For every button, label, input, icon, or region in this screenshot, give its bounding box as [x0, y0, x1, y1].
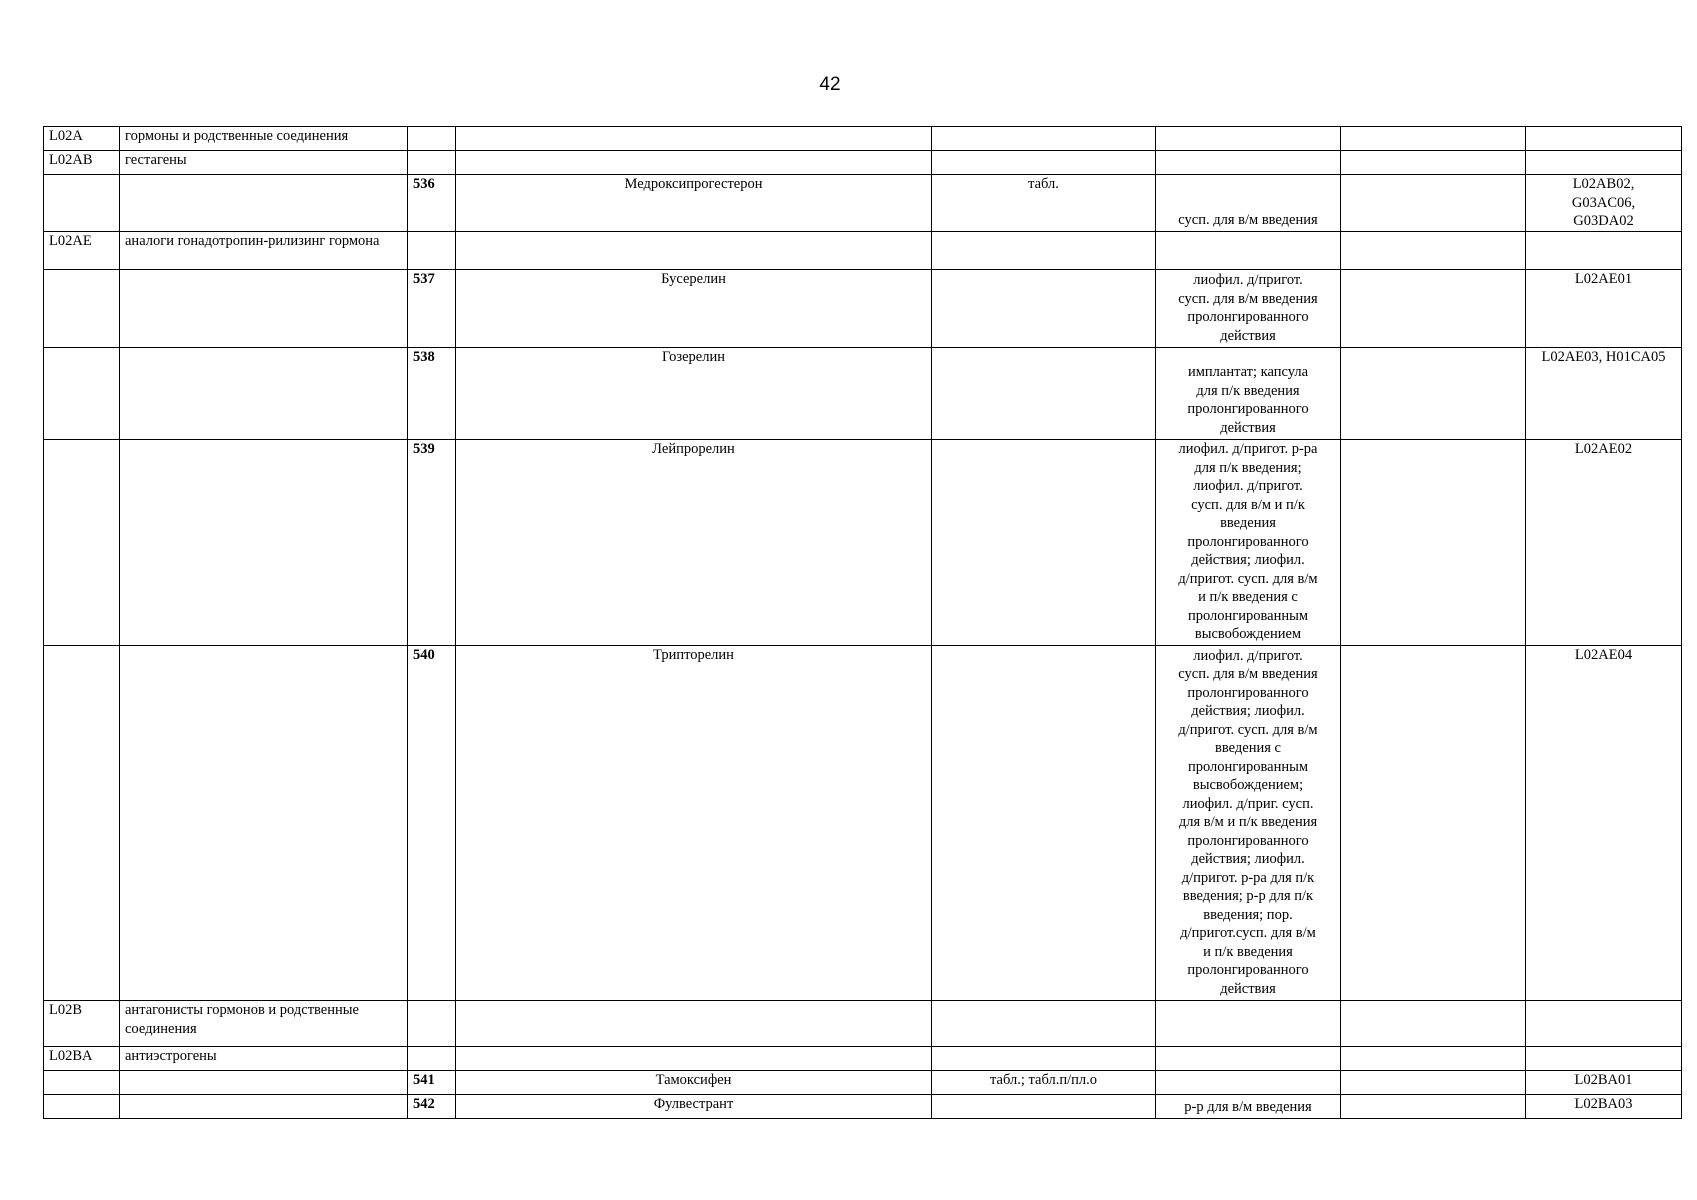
atc-group-name: антагонисты гормонов и родственные соединения: [120, 1001, 408, 1047]
dosage-form-line: действия; лиофил.: [1191, 851, 1305, 867]
atc-code-line: L02BA01: [1574, 1072, 1633, 1088]
drug-row: [44, 1071, 1682, 1095]
empty-cell: [120, 175, 408, 232]
row-number: 540: [408, 646, 456, 1001]
dosage-form-line: действия; лиофил.: [1191, 552, 1305, 568]
atc-code-line: L02BA03: [1574, 1096, 1633, 1112]
row-number: 537: [408, 270, 456, 348]
atc-group-name: аналоги гонадотропин-рилизинг гормона: [120, 232, 408, 270]
dosage-form-primary: [932, 270, 1156, 348]
dosage-form-primary: [932, 348, 1156, 440]
dosage-form-line: сусп. для в/м введения: [1178, 290, 1318, 307]
dosage-form-line: и п/к введения: [1203, 943, 1293, 960]
empty-cell: [456, 127, 932, 151]
atc-code-line: L02AB02,: [1572, 176, 1635, 192]
empty-cell: [1526, 1047, 1682, 1071]
dosage-form-line: д/пригот. сусп. для в/м: [1178, 721, 1318, 738]
dosage-form-line: имплантат; капсула: [1187, 364, 1309, 380]
empty-cell: [1341, 440, 1526, 646]
row-number: 541: [408, 1071, 456, 1095]
empty-cell: [1526, 127, 1682, 151]
empty-cell: [1156, 127, 1341, 151]
drug-name: Бусерелин: [456, 270, 932, 348]
drug-name: Фулвестрант: [456, 1095, 932, 1119]
group-row: [44, 1001, 1682, 1047]
empty-cell: [456, 151, 932, 175]
drug-row: [44, 646, 1682, 1001]
dosage-form-line: пролонгированного: [1187, 832, 1309, 849]
dosage-form-line: лиофил. д/приг. сусп.: [1182, 795, 1314, 812]
dosage-form-line: пролонгированного: [1187, 401, 1309, 417]
empty-cell: [44, 1095, 120, 1119]
empty-cell: [408, 1047, 456, 1071]
empty-cell: [1156, 151, 1341, 175]
empty-cell: [932, 232, 1156, 270]
atc-group-name: антиэстрогены: [120, 1047, 408, 1071]
empty-cell: [1156, 1001, 1341, 1047]
empty-cell: [44, 1071, 120, 1095]
empty-cell: [1341, 175, 1526, 232]
dosage-form-line: лиофил. д/пригот. р-ра: [1178, 441, 1318, 457]
dosage-form-line: сусп. для в/м и п/к: [1191, 496, 1305, 513]
atc-code-line: G03DA02: [1573, 213, 1634, 229]
atc-code: [1526, 1095, 1682, 1119]
empty-cell: [408, 232, 456, 270]
empty-cell: [932, 127, 1156, 151]
row-number: 539: [408, 440, 456, 646]
atc-group-code: L02BA: [44, 1047, 120, 1071]
drug-name: Лейпрорелин: [456, 440, 932, 646]
dosage-form-line: для в/м и п/к введения: [1178, 814, 1318, 830]
atc-code: [1526, 1071, 1682, 1095]
dosage-form-line: д/пригот. р-ра для п/к: [1181, 869, 1315, 886]
dosage-form-line: р-р для в/м введения: [1184, 1098, 1312, 1115]
dosage-form-line: для п/к введения;: [1194, 459, 1302, 476]
dosage-form-primary: табл.; табл.п/пл.о: [932, 1071, 1156, 1095]
dosage-form-secondary: [1156, 348, 1341, 440]
empty-cell: [1526, 1001, 1682, 1047]
dosage-form-line: действия; лиофил.: [1191, 703, 1305, 719]
empty-cell: [1341, 1047, 1526, 1071]
atc-group-code: L02A: [44, 127, 120, 151]
group-row: [44, 127, 1682, 151]
empty-cell: [932, 1001, 1156, 1047]
dosage-form-line: пролонгированного: [1187, 962, 1309, 978]
empty-cell: [456, 1047, 932, 1071]
table-body: [44, 127, 1682, 1119]
empty-cell: [932, 1047, 1156, 1071]
dosage-form-secondary: [1156, 175, 1341, 232]
empty-cell: [1341, 232, 1526, 270]
atc-code-line: L02AE01: [1574, 271, 1633, 287]
empty-cell: [408, 1001, 456, 1047]
dosage-form-primary: [932, 1095, 1156, 1119]
empty-cell: [1526, 151, 1682, 175]
dosage-form-line: действия: [1220, 980, 1276, 997]
atc-code-line: G03AC06,: [1571, 194, 1636, 211]
empty-cell: [120, 1095, 408, 1119]
atc-code: [1526, 440, 1682, 646]
empty-cell: [408, 127, 456, 151]
atc-code: [1526, 175, 1682, 232]
group-row: [44, 232, 1682, 270]
empty-cell: [120, 348, 408, 440]
dosage-form-line: высвобождением: [1194, 626, 1302, 642]
dosage-form-line: пролонгированным: [1187, 607, 1309, 624]
dosage-form-line: введения; пор.: [1203, 906, 1293, 923]
dosage-form-line: д/пригот. сусп. для в/м: [1178, 570, 1318, 587]
empty-cell: [1341, 646, 1526, 1001]
empty-cell: [1156, 232, 1341, 270]
atc-group-code: L02B: [44, 1001, 120, 1047]
dosage-form-line: лиофил. д/пригот.: [1193, 272, 1303, 288]
dosage-form-line: пролонгированного: [1187, 533, 1309, 550]
empty-cell: [1156, 1047, 1341, 1071]
dosage-form-secondary: [1156, 440, 1341, 646]
atc-group-name: гормоны и родственные соединения: [120, 127, 408, 151]
atc-group-name: гестагены: [120, 151, 408, 175]
drug-row: [44, 440, 1682, 646]
drug-row: [44, 348, 1682, 440]
dosage-form-line: лиофил. д/пригот.: [1193, 478, 1303, 494]
dosage-form-line: введения: [1220, 515, 1276, 531]
drug-name: Гозерелин: [456, 348, 932, 440]
dosage-form-secondary: [1156, 1071, 1341, 1095]
dosage-form-line: высвобождением;: [1192, 777, 1304, 793]
drug-row: [44, 1095, 1682, 1119]
atc-code-line: L02AE04: [1574, 647, 1633, 663]
empty-cell: [1341, 127, 1526, 151]
empty-cell: [44, 270, 120, 348]
empty-cell: [1341, 1001, 1526, 1047]
dosage-form-line: пролонгированного: [1187, 684, 1309, 701]
dosage-form-primary: табл.: [932, 175, 1156, 232]
empty-cell: [44, 175, 120, 232]
empty-cell: [1341, 151, 1526, 175]
dosage-form-line: введения; р-р для п/к: [1182, 888, 1314, 904]
empty-cell: [1341, 270, 1526, 348]
dosage-form-secondary: [1156, 646, 1341, 1001]
empty-cell: [932, 151, 1156, 175]
dosage-form-line: д/пригот.сусп. для в/м: [1180, 925, 1316, 941]
dosage-form-line: лиофил. д/пригот.: [1193, 647, 1303, 664]
dosage-form-line: пролонгированного: [1187, 309, 1309, 325]
empty-cell: [1341, 348, 1526, 440]
row-number: 538: [408, 348, 456, 440]
empty-cell: [1341, 1095, 1526, 1119]
empty-cell: [44, 348, 120, 440]
atc-group-code: L02AB: [44, 151, 120, 175]
drug-name: Медроксипрогестерон: [456, 175, 932, 232]
empty-cell: [44, 440, 120, 646]
dosage-form-line: действия: [1220, 327, 1276, 344]
row-number: 536: [408, 175, 456, 232]
dosage-form-line: сусп. для в/м введения: [1178, 666, 1318, 682]
dosage-form-secondary: [1156, 1095, 1341, 1119]
empty-cell: [44, 646, 120, 1001]
drug-row: [44, 175, 1682, 232]
empty-cell: [456, 1001, 932, 1047]
dosage-form-line: для п/к введения: [1196, 382, 1300, 399]
empty-cell: [1526, 232, 1682, 270]
atc-code-line: L02AE02: [1574, 441, 1633, 457]
atc-code-line: L02AE03, H01CA05: [1541, 349, 1666, 365]
dosage-form-primary: [932, 440, 1156, 646]
dosage-form-line: введения с: [1215, 740, 1281, 756]
dosage-form-primary: [932, 646, 1156, 1001]
empty-cell: [120, 270, 408, 348]
empty-cell: [120, 1071, 408, 1095]
empty-cell: [120, 440, 408, 646]
dosage-form-secondary: [1156, 270, 1341, 348]
drug-name: Тамоксифен: [456, 1071, 932, 1095]
drug-name: Трипторелин: [456, 646, 932, 1001]
page-number: 42: [819, 74, 841, 95]
empty-cell: [120, 646, 408, 1001]
dosage-form-line: сусп. для в/м введения: [1178, 211, 1318, 228]
atc-code: [1526, 270, 1682, 348]
empty-cell: [1341, 1071, 1526, 1095]
dosage-form-line: действия: [1220, 419, 1276, 436]
dosage-form-line: и п/к введения с: [1198, 589, 1298, 605]
drug-row: [44, 270, 1682, 348]
empty-cell: [456, 232, 932, 270]
group-row: [44, 1047, 1682, 1071]
row-number: 542: [408, 1095, 456, 1119]
empty-cell: [408, 151, 456, 175]
dosage-form-line: пролонгированным: [1187, 758, 1309, 775]
drug-table: [43, 126, 1682, 1119]
atc-code: [1526, 348, 1682, 440]
group-row: [44, 151, 1682, 175]
atc-group-code: L02AE: [44, 232, 120, 270]
atc-code: [1526, 646, 1682, 1001]
